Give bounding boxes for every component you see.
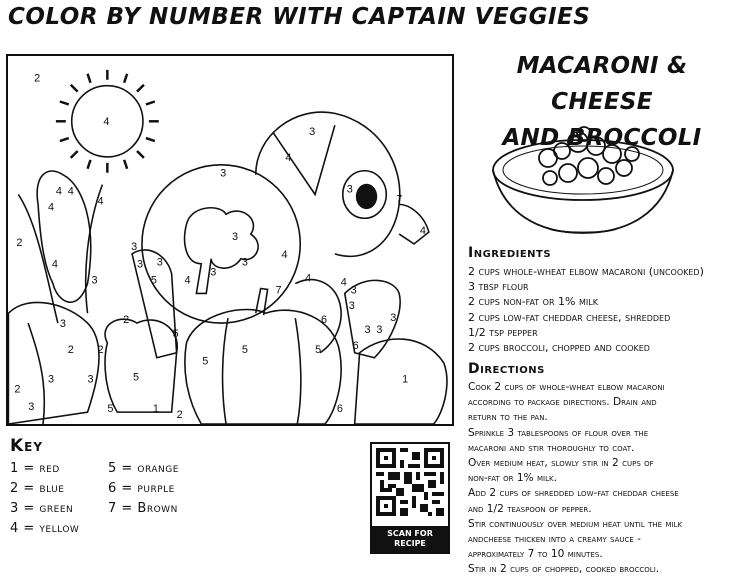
direction-line: Cook 2 cups of whole-wheat elbow macaroni	[468, 381, 665, 393]
broccoli-florets	[539, 127, 639, 185]
key-item: 3 = green	[10, 501, 74, 516]
ingredients-list	[468, 264, 742, 355]
coloring-number: 4	[97, 195, 104, 208]
coloring-number: 3	[364, 323, 371, 336]
cabbage-outline	[8, 302, 99, 424]
recipe-title: MACARONI & CHEESE AND BROCCOLI	[502, 53, 702, 151]
bowl-illustration	[488, 118, 678, 238]
direction-line: and 1/2 teaspoon of pepper.	[468, 502, 592, 515]
direction-line: andcheese thicken into a creamy sauce -	[468, 533, 641, 546]
coloring-number: 5	[150, 274, 157, 287]
corn-outline	[37, 171, 91, 302]
qr-code[interactable]	[370, 442, 450, 554]
coloring-number: 3	[309, 126, 316, 139]
coloring-drawing	[8, 56, 452, 424]
coloring-number: 4	[47, 201, 55, 214]
page-title: COLOR BY NUMBER WITH CAPTAIN VEGGIES	[8, 4, 591, 30]
coloring-number: 2	[97, 343, 104, 356]
coloring-number: 4	[55, 185, 62, 198]
coloring-number: 4	[305, 272, 312, 285]
coloring-number: 1	[152, 403, 159, 416]
coloring-number: 2	[176, 409, 183, 422]
pepper-outline	[105, 319, 177, 412]
coloring-number: 6	[336, 403, 343, 416]
ingredient-item: 2 cups whole-wheat elbow macaroni (uncooked)	[468, 265, 704, 278]
coloring-number: 3	[156, 256, 163, 269]
coloring-number: 3	[131, 240, 138, 253]
direction-line: approximately 7 to 10 minutes.	[468, 548, 603, 561]
coloring-number: 4	[184, 274, 191, 287]
captain-head	[256, 112, 403, 256]
plate-outline	[142, 165, 300, 323]
coloring-number: 5	[172, 327, 179, 340]
coloring-number: 4	[103, 116, 110, 129]
qr-label: SCAN FOR RECIPE	[372, 526, 448, 552]
coloring-number: 3	[390, 312, 397, 325]
direction-line: Stir continuously over medium heat until the milk	[468, 517, 683, 530]
key-item: 4 = yellow	[10, 521, 80, 536]
coloring-number: 3	[231, 230, 239, 243]
coloring-number: 2	[14, 383, 21, 396]
ingredient-item: 3 tbsp flour	[468, 280, 529, 294]
direction-line: Stir in 2 cups of chopped, cooked broccoli.	[468, 563, 660, 576]
directions-heading: Directions	[468, 361, 545, 377]
coloring-number: 4	[340, 276, 347, 289]
key-item: 5 = orange	[108, 461, 179, 476]
color-key	[8, 436, 258, 551]
coloring-number: 3	[348, 300, 355, 313]
qr-code-icon	[376, 448, 444, 516]
coloring-number: 3	[28, 401, 35, 414]
coloring-number: 6	[352, 339, 359, 352]
coloring-number: 2	[123, 314, 130, 327]
coloring-number: 4	[51, 258, 58, 271]
coloring-number: 6	[321, 314, 328, 327]
coloring-number: 3	[210, 266, 217, 279]
coloring-number: 3	[241, 256, 248, 269]
coloring-number: 4	[285, 151, 292, 164]
coloring-number: 4	[67, 185, 74, 198]
coloring-number: 5	[133, 371, 140, 384]
coloring-number: 7	[396, 193, 403, 206]
coloring-number: 4	[281, 248, 288, 261]
coloring-number: 3	[47, 373, 55, 386]
direction-line: return to the pan.	[468, 411, 548, 424]
coloring-number: 5	[241, 343, 248, 356]
direction-line: Sprinkle 3 tablespoons of flour over the	[468, 426, 649, 439]
coloring-number: 3	[137, 258, 144, 271]
coloring-number: 2	[34, 72, 41, 85]
coloring-number: 5	[315, 343, 322, 356]
direction-line: macaroni and stir thoroughly to coat.	[468, 441, 635, 454]
ingredient-item: 1/2 tsp pepper	[468, 325, 538, 339]
coloring-number: 3	[376, 323, 383, 336]
coloring-number: 2	[16, 236, 23, 249]
ingredient-item: 2 cups non-fat or 1% milk	[468, 295, 598, 309]
coloring-picture	[6, 54, 454, 426]
key-item: 2 = blue	[10, 481, 65, 496]
broccoli-outline	[185, 208, 258, 294]
key-item: 7 = Brown	[108, 501, 178, 516]
coloring-number: 3	[220, 167, 227, 180]
direction-line: Over medium heat, slowly stir in 2 cups of	[468, 457, 654, 470]
key-heading: Key	[10, 436, 44, 456]
coloring-number: 3	[91, 274, 98, 287]
direction-line: according to package directions. Drain and	[468, 396, 657, 409]
coloring-number: 3	[350, 284, 357, 297]
direction-line: Add 2 cups of shredded low-fat cheddar cheese	[468, 487, 679, 500]
coloring-number: 2	[67, 343, 74, 356]
coloring-number: 3	[59, 318, 66, 331]
ingredient-item: 2 cups broccoli, chopped and cooked	[468, 341, 650, 355]
directions-text	[468, 380, 740, 578]
captain-stripe	[274, 125, 335, 194]
ingredient-item: 2 cups low-fat cheddar cheese, shredded	[468, 310, 671, 324]
key-item: 1 = red	[10, 461, 60, 476]
coloring-number: 5	[107, 403, 114, 416]
key-item: 6 = purple	[108, 481, 175, 496]
leaf-outline	[352, 339, 447, 424]
direction-line: non-fat or 1% milk.	[468, 472, 557, 485]
coloring-number: 3	[346, 183, 353, 196]
coloring-number: 5	[202, 355, 209, 368]
coloring-number: 1	[402, 373, 409, 386]
coloring-number: 7	[275, 284, 282, 297]
coloring-number: 3	[87, 373, 94, 386]
ingredients-heading: Ingredients	[468, 245, 552, 261]
coloring-number: 4	[419, 225, 426, 238]
